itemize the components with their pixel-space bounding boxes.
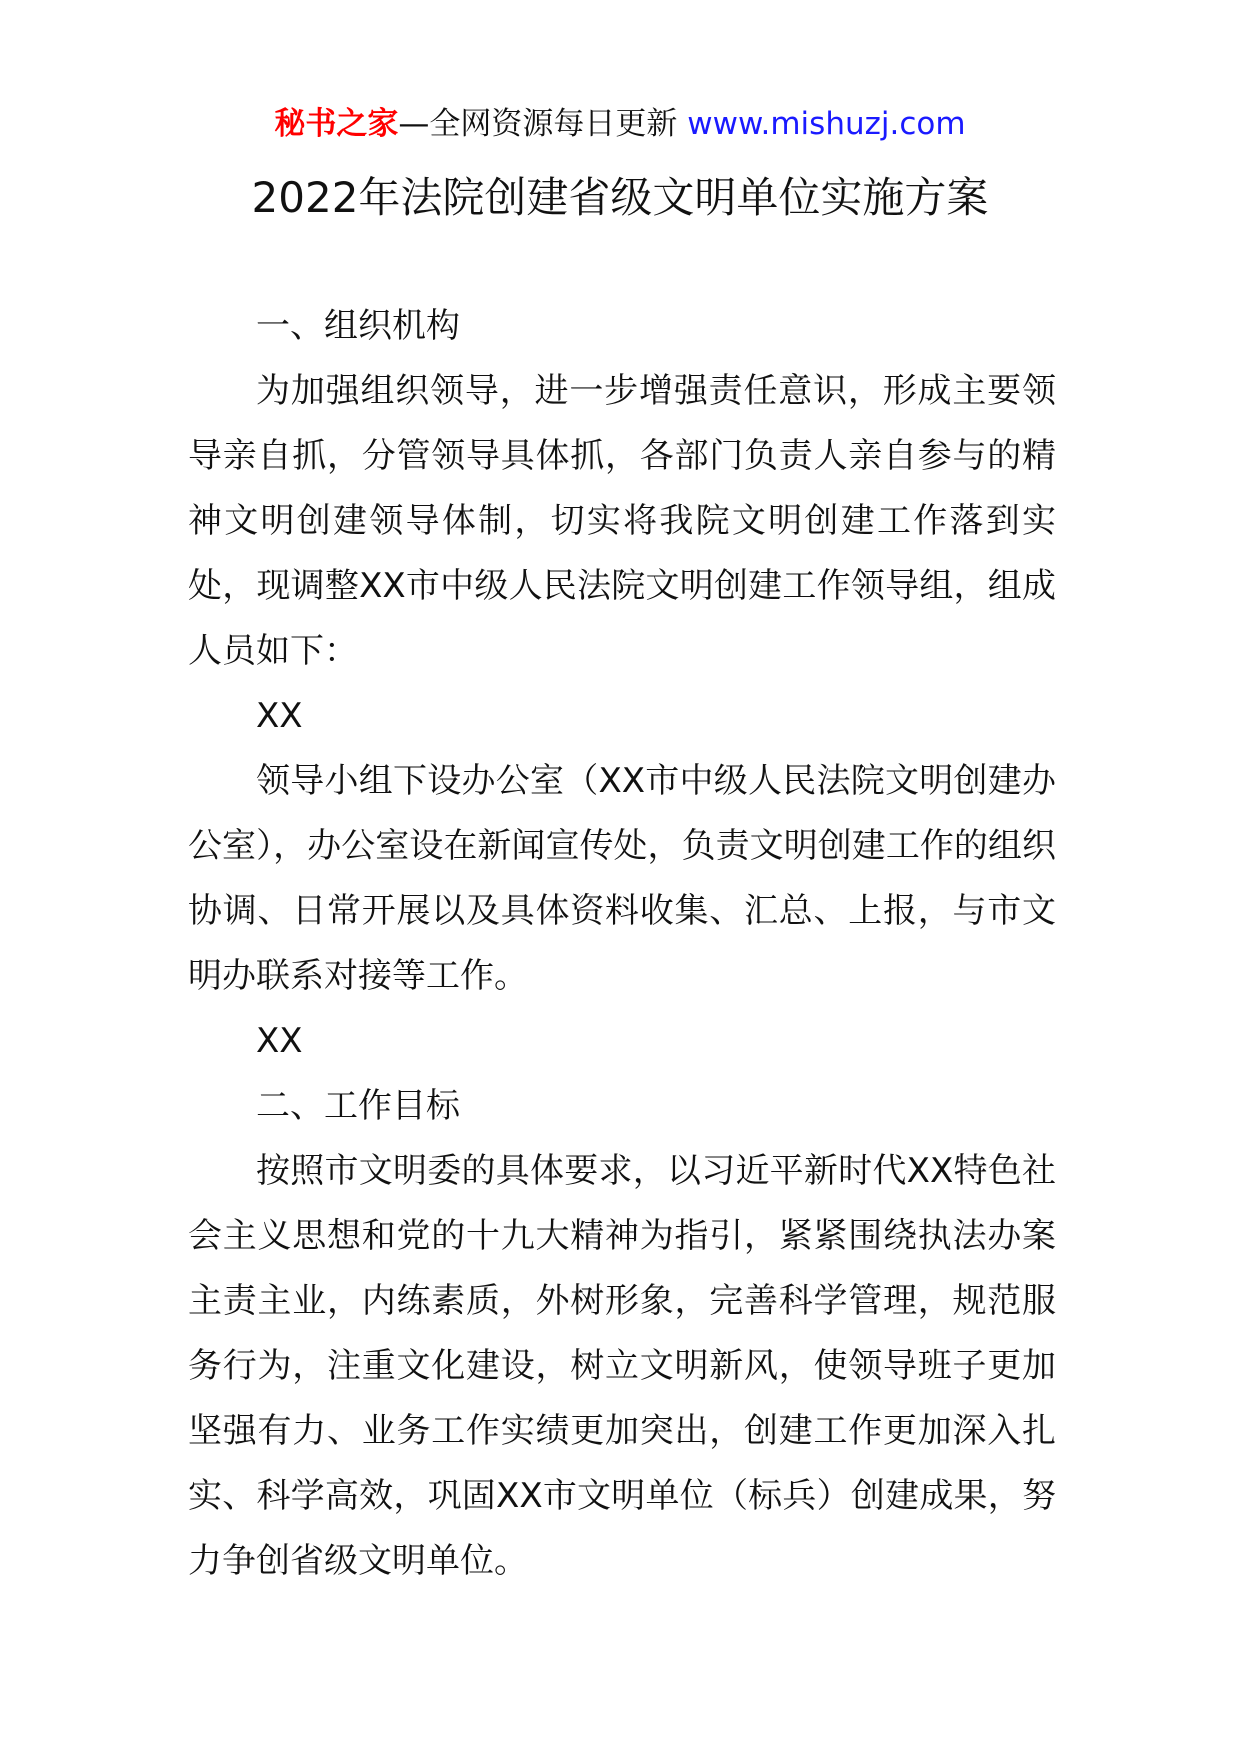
document-title: 2022年法院创建省级文明单位实施方案 [251,173,989,222]
placeholder-office: XX [256,1021,303,1061]
brand-name: 秘书之家 [274,106,399,142]
section-heading-goals: 二、工作目标 [256,1086,460,1126]
paragraph-office: 领导小组下设办公室（XX市中级人民法院文明创建办公室），办公室设在新闻宣传处，负责文明创建工作的组织协调、日常开展以及具体资料收集、汇总、上报，与市文明办联系对接等工作。 [188,761,1056,996]
placeholder-members: XX [256,696,303,736]
site-header [0,100,1240,148]
section-heading-organization: 一、组织机构 [256,306,460,346]
document-body [188,294,1056,1594]
site-url-link[interactable]: www.mishuzj.com [687,106,966,142]
header-slogan: —全网资源每日更新 [398,106,688,142]
paragraph-goals: 按照市文明委的具体要求，以习近平新时代XX特色社会主义思想和党的十九大精神为指引，紧紧围绕执法办案主责主业，内练素质，外树形象，完善科学管理，规范服务行为，注重文化建设，树立文明新风，使领导班子更加坚强有力、业务工作实绩更加突出，创建工作更加深入扎实、科学高效，巩固XX市文明单位（标兵）创建成果，努力争创省级文明单位。 [188,1151,1056,1581]
paragraph-organization: 为加强组织领导，进一步增强责任意识，形成主要领导亲自抓，分管领导具体抓，各部门负责人亲自参与的精神文明创建领导体制，切实将我院文明创建工作落到实处，现调整XX市中级人民法院文明创建工作领导组，组成人员如下： [188,371,1056,671]
